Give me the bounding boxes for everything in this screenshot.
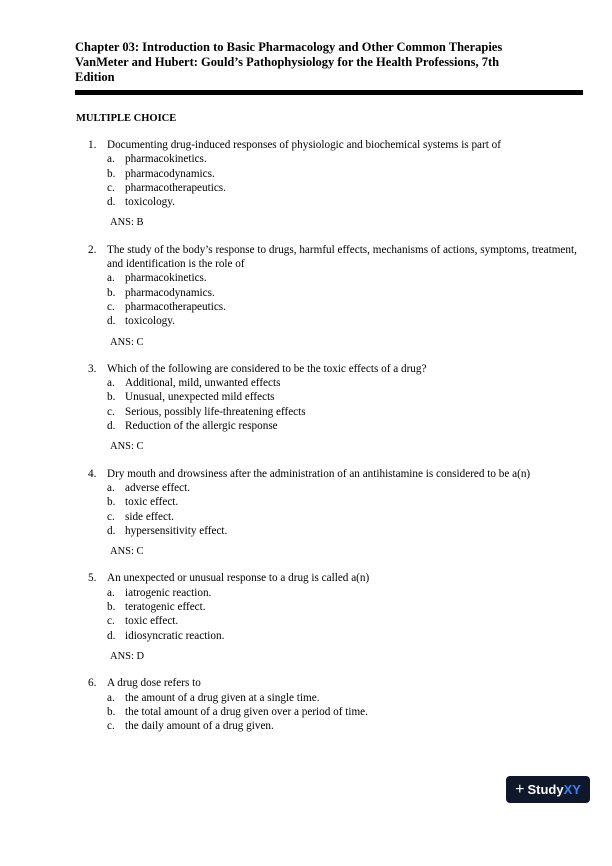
option-letter: d. [107, 524, 116, 537]
logo-text-study: Study [527, 782, 564, 797]
option-list [107, 481, 588, 538]
option-text: side effect. [125, 510, 174, 523]
option-item [107, 600, 588, 614]
option-letter: c. [107, 405, 115, 418]
option-letter: a. [107, 377, 115, 390]
option-letter: a. [107, 691, 115, 704]
logo-text-xy: XY [563, 782, 581, 797]
question-number: 4. [88, 467, 97, 480]
option-item [107, 495, 588, 509]
question-number: 6. [88, 677, 97, 690]
option-letter: d. [107, 196, 116, 209]
option-item [107, 271, 588, 285]
option-text: toxicology. [125, 196, 175, 209]
header-line-2: VanMeter and Hubert: Gould’s Pathophysiology for the Health Professions, 7th [75, 55, 500, 69]
option-item [107, 390, 588, 404]
question-stem [88, 362, 588, 376]
studyxy-logo[interactable] [506, 776, 590, 803]
question-4 [88, 467, 588, 560]
question-text: The study of the body’s response to drugs, harmful effects, mechanisms of actions, symptoms, treatment, and identification is the role of [107, 243, 577, 271]
option-letter: b. [107, 496, 116, 509]
option-item [107, 152, 588, 166]
option-letter: a. [107, 481, 115, 494]
question-3 [88, 362, 588, 455]
option-item [107, 510, 588, 524]
option-text: the amount of a drug given at a single time. [125, 691, 320, 704]
option-letter: c. [107, 181, 115, 194]
option-letter: b. [107, 705, 116, 718]
option-item [107, 286, 588, 300]
option-item [107, 481, 588, 495]
option-text: pharmacokinetics. [125, 272, 207, 285]
option-item [107, 300, 588, 314]
option-text: iatrogenic reaction. [125, 586, 212, 599]
option-letter: a. [107, 586, 115, 599]
option-text: Additional, mild, unwanted effects [125, 377, 281, 390]
option-letter: c. [107, 510, 115, 523]
option-letter: d. [107, 315, 116, 328]
header-line-3: Edition [75, 70, 115, 84]
option-text: toxic effect. [125, 496, 179, 509]
chapter-header [75, 40, 545, 85]
option-letter: b. [107, 167, 116, 180]
option-text: Serious, possibly life-threatening effects [125, 405, 306, 418]
option-list [107, 691, 588, 734]
option-letter: d. [107, 629, 116, 642]
option-text: pharmacotherapeutics. [125, 300, 226, 313]
answer-key: ANS: C [110, 546, 144, 558]
option-text: Unusual, unexpected mild effects [125, 391, 275, 404]
option-item [107, 705, 588, 719]
option-text: idiosyncratic reaction. [125, 629, 225, 642]
option-text: pharmacotherapeutics. [125, 181, 226, 194]
option-text: hypersensitivity effect. [125, 524, 228, 537]
option-list [107, 152, 588, 209]
option-list [107, 376, 588, 433]
option-letter: c. [107, 720, 115, 733]
question-stem [88, 243, 588, 272]
option-letter: a. [107, 153, 115, 166]
option-text: the total amount of a drug given over a period of time. [125, 705, 368, 718]
question-text: Documenting drug-induced responses of physiologic and biochemical systems is part of [107, 139, 501, 151]
question-number: 2. [88, 243, 97, 256]
answer-key: ANS: C [110, 336, 144, 348]
question-stem [88, 467, 588, 481]
option-item [107, 167, 588, 181]
option-letter: d. [107, 420, 116, 433]
option-item [107, 376, 588, 390]
option-item [107, 691, 588, 705]
option-item [107, 719, 588, 733]
question-number: 1. [88, 139, 97, 151]
option-letter: c. [107, 300, 115, 313]
option-letter: b. [107, 391, 116, 404]
question-text: A drug dose refers to [107, 677, 201, 690]
question-text: Dry mouth and drowsiness after the administration of an antihistamine is considered to be a(n) [107, 467, 531, 480]
option-item [107, 405, 588, 419]
plus-icon: + [515, 780, 525, 798]
option-text: teratogenic effect. [125, 601, 206, 614]
option-text: pharmacokinetics. [125, 153, 207, 166]
question-stem [88, 571, 588, 585]
header-line-1: Chapter 03: Introduction to Basic Pharmacology and Other Common Therapies [75, 40, 503, 54]
answer-key: ANS: C [110, 441, 144, 453]
question-5 [88, 571, 588, 664]
option-item [107, 419, 588, 433]
option-letter: b. [107, 601, 116, 614]
option-text: toxicology. [125, 315, 175, 328]
question-6 [88, 676, 588, 733]
option-text: toxic effect. [125, 615, 179, 628]
option-letter: b. [107, 286, 116, 299]
option-item [107, 614, 588, 628]
question-number: 3. [88, 362, 97, 375]
option-list [107, 586, 588, 643]
question-stem [88, 138, 588, 152]
option-letter: c. [107, 615, 115, 628]
answer-key: ANS: B [110, 217, 144, 229]
option-list [107, 271, 588, 328]
option-item [107, 586, 588, 600]
option-text: the daily amount of a drug given. [125, 720, 274, 733]
question-number: 5. [88, 572, 97, 585]
option-item [107, 524, 588, 538]
question-text: Which of the following are considered to be the toxic effects of a drug? [107, 362, 427, 375]
option-text: Reduction of the allergic response [125, 420, 278, 433]
option-text: pharmacodynamics. [125, 286, 215, 299]
option-item [107, 195, 588, 209]
option-letter: a. [107, 272, 115, 285]
section-title: MULTIPLE CHOICE [76, 113, 177, 124]
option-item [107, 314, 588, 328]
question-list [88, 138, 588, 745]
option-text: pharmacodynamics. [125, 167, 215, 180]
header-rule [75, 90, 583, 95]
question-1 [88, 138, 588, 231]
answer-key: ANS: D [110, 650, 145, 662]
option-item [107, 629, 588, 643]
question-2 [88, 243, 588, 350]
option-text: adverse effect. [125, 481, 191, 494]
option-item [107, 181, 588, 195]
question-stem [88, 676, 588, 690]
question-text: An unexpected or unusual response to a drug is called a(n) [107, 572, 370, 585]
